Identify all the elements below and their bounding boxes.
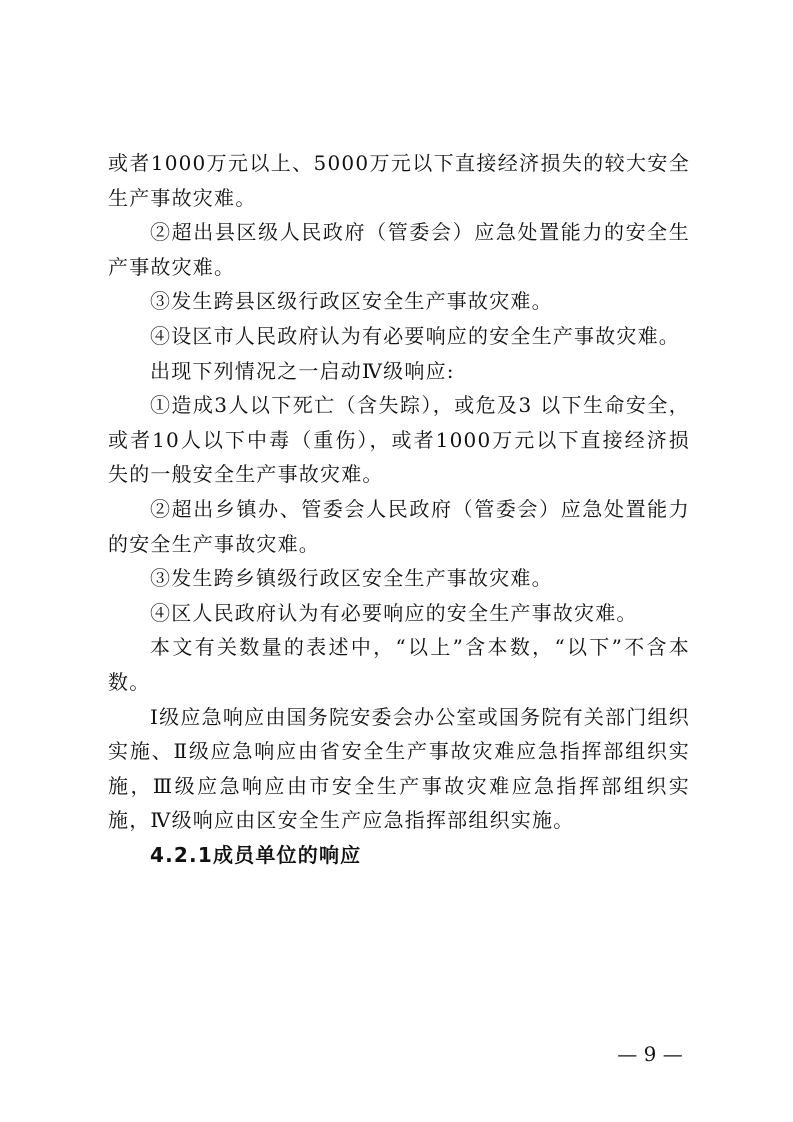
paragraph-7: ②超出乡镇办、管委会人民政府（管委会）应急处置能力的安全生产事故灾难。	[108, 496, 690, 556]
paragraph-4: ④设区市人民政府认为有必要响应的安全生产事故灾难。	[150, 323, 680, 348]
section-heading: 4.2.1成员单位的响应	[150, 842, 362, 867]
page-number: — 9 —	[617, 1042, 683, 1066]
paragraph-11: Ⅰ级应急响应由国务院安委会办公室或国务院有关部门组织实施、Ⅱ级应急响应由省安全生产事故灾难应急指挥部组织实施，Ⅲ级应急响应由市安全生产事故灾难应急指挥部组织实施，Ⅳ级响应由区安全生产应急指挥部组织实施。	[108, 704, 690, 833]
paragraph-2: ②超出县区级人民政府（管委会）应急处置能力的安全生产事故灾难。	[108, 220, 690, 279]
body-text	[108, 146, 690, 872]
paragraph-8: ③发生跨乡镇级行政区安全生产事故灾难。	[150, 566, 553, 591]
paragraph-3: ③发生跨县区级行政区安全生产事故灾难。	[150, 289, 553, 314]
paragraph-9: ④区人民政府认为有必要响应的安全生产事故灾难。	[150, 600, 638, 625]
paragraph-6: ①造成3人以下死亡（含失踪），或危及3 以下生命安全，或者10人以下中毒（重伤），或者1000万元以下直接经济损失的一般安全生产事故灾难。	[108, 393, 690, 487]
paragraph-1: 或者1000万元以上、5000万元以下直接经济损失的较大安全生产事故灾难。	[108, 151, 690, 210]
paragraph-5: 出现下列情况之一启动Ⅳ级响应:	[150, 358, 455, 383]
paragraph-10: 本文有关数量的表述中，“以上”含本数，“以下”不含本数。	[108, 635, 690, 694]
